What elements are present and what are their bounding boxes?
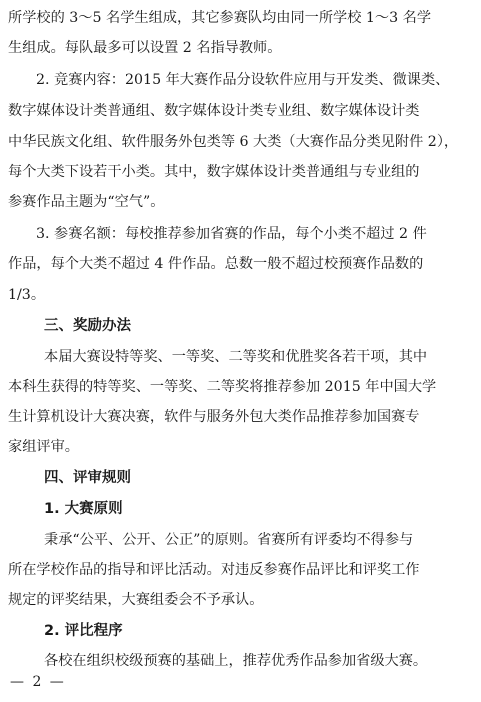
text-line: 生计算机设计大赛决赛，软件与服务外包大类作品推荐参加国赛专 [8, 409, 420, 425]
text-line: 2. 竞赛内容：2015 年大赛作品分设软件应用与开发类、微课类、 [36, 72, 450, 88]
page-number: — 2 — [10, 674, 66, 690]
text-line: 参赛作品主题为“空气”。 [8, 194, 165, 210]
text-line: 所在学校作品的指导和评比活动。对违反参赛作品评比和评奖工作 [8, 562, 420, 578]
text-line: 作品，每个大类不超过 4 件作品。总数一般不超过校预赛作品数的 [8, 256, 424, 272]
text-line: 秉承“公平、公开、公正”的原则。省赛所有评委均不得参与 [44, 532, 414, 548]
text-line: 规定的评奖结果，大赛组委会不予承认。 [8, 592, 264, 608]
subheading-procedure: 2. 评比程序 [44, 623, 123, 639]
text-line: 生组成。每队最多可以设置 2 名指导教师。 [8, 40, 282, 56]
section-heading-awards: 三、奖励办法 [44, 318, 131, 334]
text-line: 3. 参赛名额：每校推荐参加省赛的作品，每个小类不超过 2 件 [36, 226, 427, 242]
text-line: 本届大赛设特等奖、一等奖、二等奖和优胜奖各若干项，其中 [44, 349, 428, 365]
subheading-principles: 1. 大赛原则 [44, 501, 123, 517]
text-line: 数字媒体设计类普通组、数字媒体设计类专业组、数字媒体设计类 [8, 103, 420, 119]
text-line: 中华民族文化组、软件服务外包类等 6 大类（大赛作品分类见附件 2）， [8, 134, 459, 150]
text-line: 所学校的 3～5 名学生组成，其它参赛队均由同一所学校 1～3 名学 [8, 10, 432, 26]
text-line: 每个大类下设若干小类。其中，数字媒体设计类普通组与专业组的 [8, 164, 420, 180]
section-heading-review-rules: 四、评审规则 [44, 470, 131, 486]
text-line: 1/3。 [8, 287, 46, 303]
text-line: 家组评审。 [8, 439, 79, 455]
text-line: 本科生获得的特等奖、一等奖、二等奖将推荐参加 2015 年中国大学 [8, 379, 437, 395]
text-line: 各校在组织校级预赛的基础上，推荐优秀作品参加省级大赛。 [44, 653, 428, 669]
